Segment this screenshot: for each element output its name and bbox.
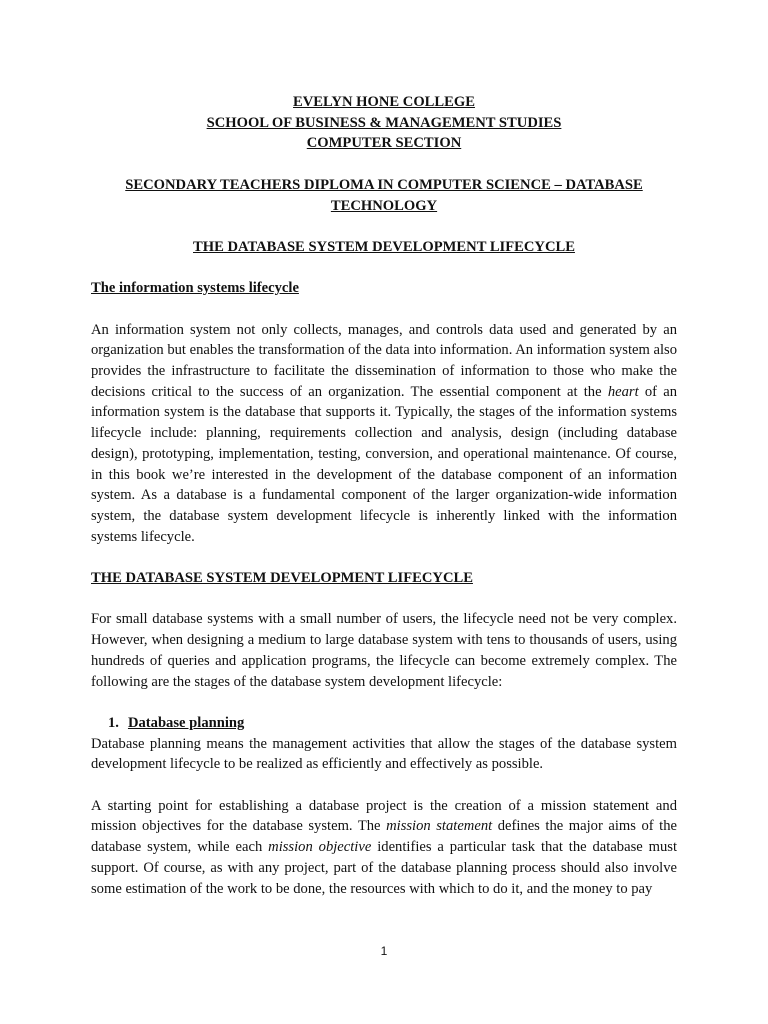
college-name: EVELYN HONE COLLEGE <box>293 94 475 110</box>
document-header <box>91 92 677 258</box>
stage-heading-database-planning <box>91 713 677 734</box>
document-title: THE DATABASE SYSTEM DEVELOPMENT LIFECYCLE <box>193 238 575 255</box>
emphasis-heart: heart <box>607 383 639 400</box>
school-name: SCHOOL OF BUSINESS & MANAGEMENT STUDIES <box>206 114 562 131</box>
emphasis-mission-statement: mission statement <box>386 818 493 835</box>
paragraph-mission-statement: A starting point for establishing a database project is the creation of a mission statement and mission objectives for the database system. The mission statement defines the major aims of the database system, while each mission objective identifies a particular task that the database must support. Of course, as with any project, part of the database planning process should also involve some estimation of the work to be done, the resources with which to do it, and the money to pay <box>91 797 678 897</box>
stage-title: Database planning <box>127 714 245 731</box>
page-number: 1 <box>380 944 388 958</box>
paragraph-database-planning-definition: Database planning means the management activities that allow the stages of the database system development lifecycle to be realized as efficiently and effectively as possible. <box>91 735 677 773</box>
section-heading-information-systems: The information systems lifecycle <box>91 280 299 297</box>
paragraph-dsdlc-intro: For small database systems with a small number of users, the lifecycle need not be very complex. However, when designing a medium to large database system with tens to thousands of users, using hundreds of queries and application programs, the lifecycle can become extremely complex. The following are the stages of the database system development lifecycle: <box>91 611 677 690</box>
emphasis-mission-objective: mission objective <box>268 839 372 856</box>
course-title-line2: TECHNOLOGY <box>330 197 438 214</box>
course-title-line1: SECONDARY TEACHERS DIPLOMA IN COMPUTER SCIENCE – DATABASE <box>125 176 643 193</box>
stage-number: 1. <box>108 714 119 731</box>
paragraph-information-systems: An information system not only collects, manages, and controls data used and generated by an organization but enables the transformation of the data into information. An information system also provides the infrastructure to facilitate the dissemination of information to those who make the decisions critical to the success of an organization. The essential component at the heart of an information system is the database that supports it. Typically, the stages of the information systems lifecycle include: planning, requirements collection and analysis, design (including database design), prototyping, implementation, testing, conversion, and operational maintenance. Of course, in this book we’re interested in the development of the database component of an information system. As a database is a fundamental component of the larger organization-wide information system, the database system development lifecycle is inherently linked with the information systems lifecycle. <box>91 321 678 545</box>
section-heading-dsdlc: THE DATABASE SYSTEM DEVELOPMENT LIFECYCLE <box>91 570 473 587</box>
section-name: COMPUTER SECTION <box>306 135 462 152</box>
